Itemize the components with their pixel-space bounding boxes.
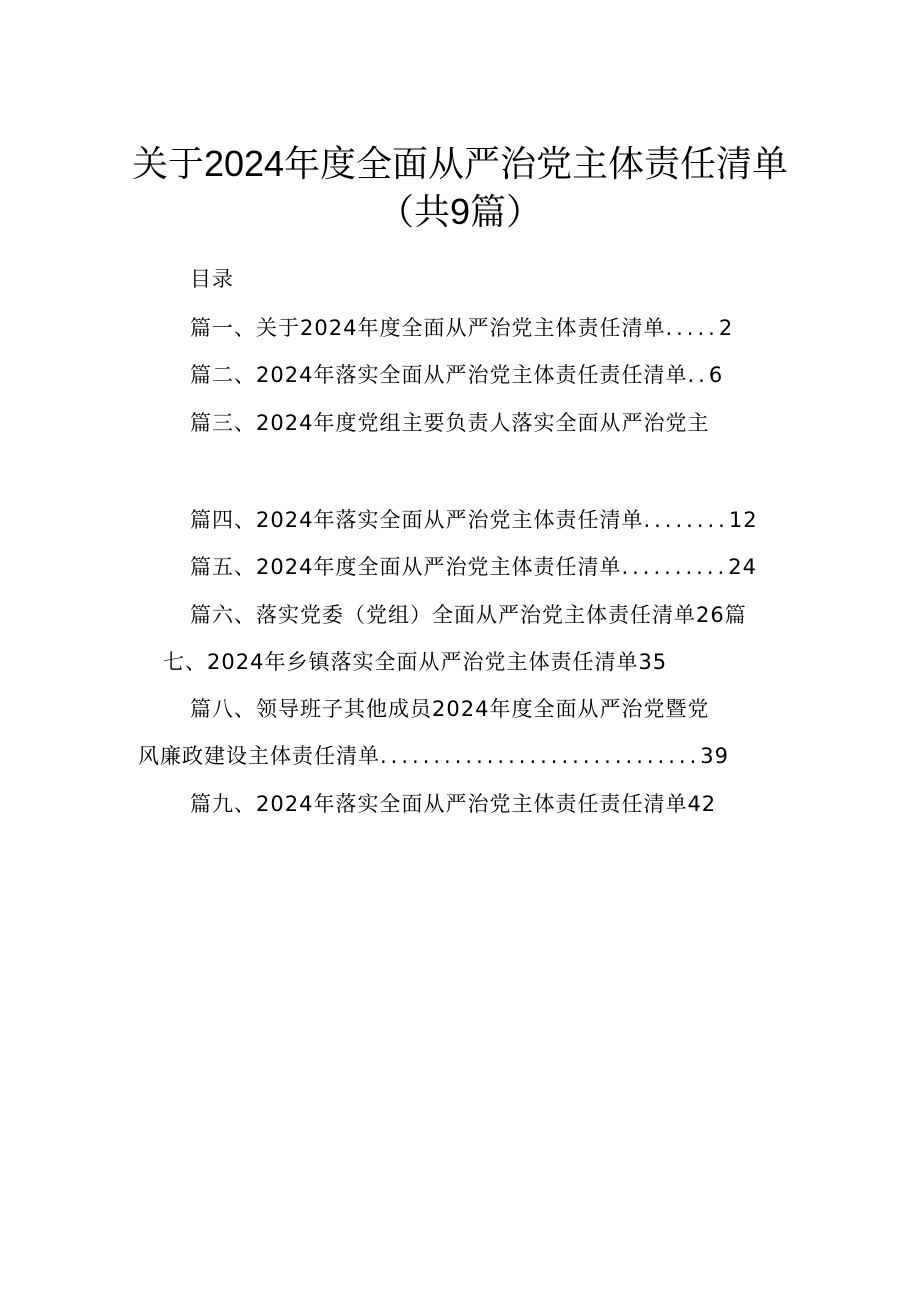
toc-entry-6[interactable]: [190, 599, 747, 629]
toc-leader-dots: .....: [665, 316, 719, 340]
toc-page-number: 6: [708, 363, 724, 387]
toc-entry-5[interactable]: [190, 551, 757, 581]
toc-entry-text: 篇八、领导班子其他成员2024年度全面从严治党暨党: [190, 697, 710, 721]
toc-page-number: 12: [728, 508, 758, 532]
toc-leader-dots: ..........: [621, 555, 729, 579]
toc-leader-dots: ..............................: [380, 744, 701, 768]
document-subtitle: （共9篇）: [377, 191, 543, 232]
toc-entry-3[interactable]: [190, 407, 709, 437]
toc-entry-2[interactable]: [190, 359, 723, 389]
toc-entry-text: 篇九、2024年落实全面从严治党主体责任责任清单42: [190, 792, 717, 816]
toc-entry-text: 篇六、落实党委（党组）全面从严治党主体责任清单26篇: [190, 603, 747, 627]
toc-page-number: 24: [728, 555, 757, 579]
toc-entry-7[interactable]: [163, 646, 667, 676]
toc-entry-4[interactable]: [190, 504, 758, 534]
toc-entry-1[interactable]: [190, 312, 733, 342]
toc-page-number: 39: [700, 744, 729, 768]
toc-page-number: 2: [718, 316, 734, 340]
toc-entry-text: 篇四、2024年落实全面从严治党主体责任清单: [190, 508, 644, 532]
toc-entry-text: 篇三、2024年度党组主要负责人落实全面从严治党主: [190, 411, 710, 435]
toc-leader-dots: ..: [687, 363, 709, 387]
toc-entry-8[interactable]: [190, 693, 709, 723]
toc-leader-dots: ........: [643, 508, 729, 532]
toc-entry-text: 篇一、关于2024年度全面从严治党主体责任清单: [190, 316, 666, 340]
toc-entry-text: 篇五、2024年度全面从严治党主体责任清单: [190, 555, 622, 579]
toc-entry-text: 七、2024年乡镇落实全面从严治党主体责任清单35: [163, 650, 668, 674]
document-title: 关于2024年度全面从严治党主体责任清单: [131, 143, 789, 184]
toc-heading: 目录: [190, 267, 234, 291]
toc-entry-text: 篇二、2024年落实全面从严治党主体责任责任清单: [190, 363, 688, 387]
toc-entry-text: 风廉政建设主体责任清单: [138, 744, 380, 768]
toc-entry-8-continued[interactable]: [138, 740, 729, 770]
toc-entry-9[interactable]: [190, 788, 716, 818]
